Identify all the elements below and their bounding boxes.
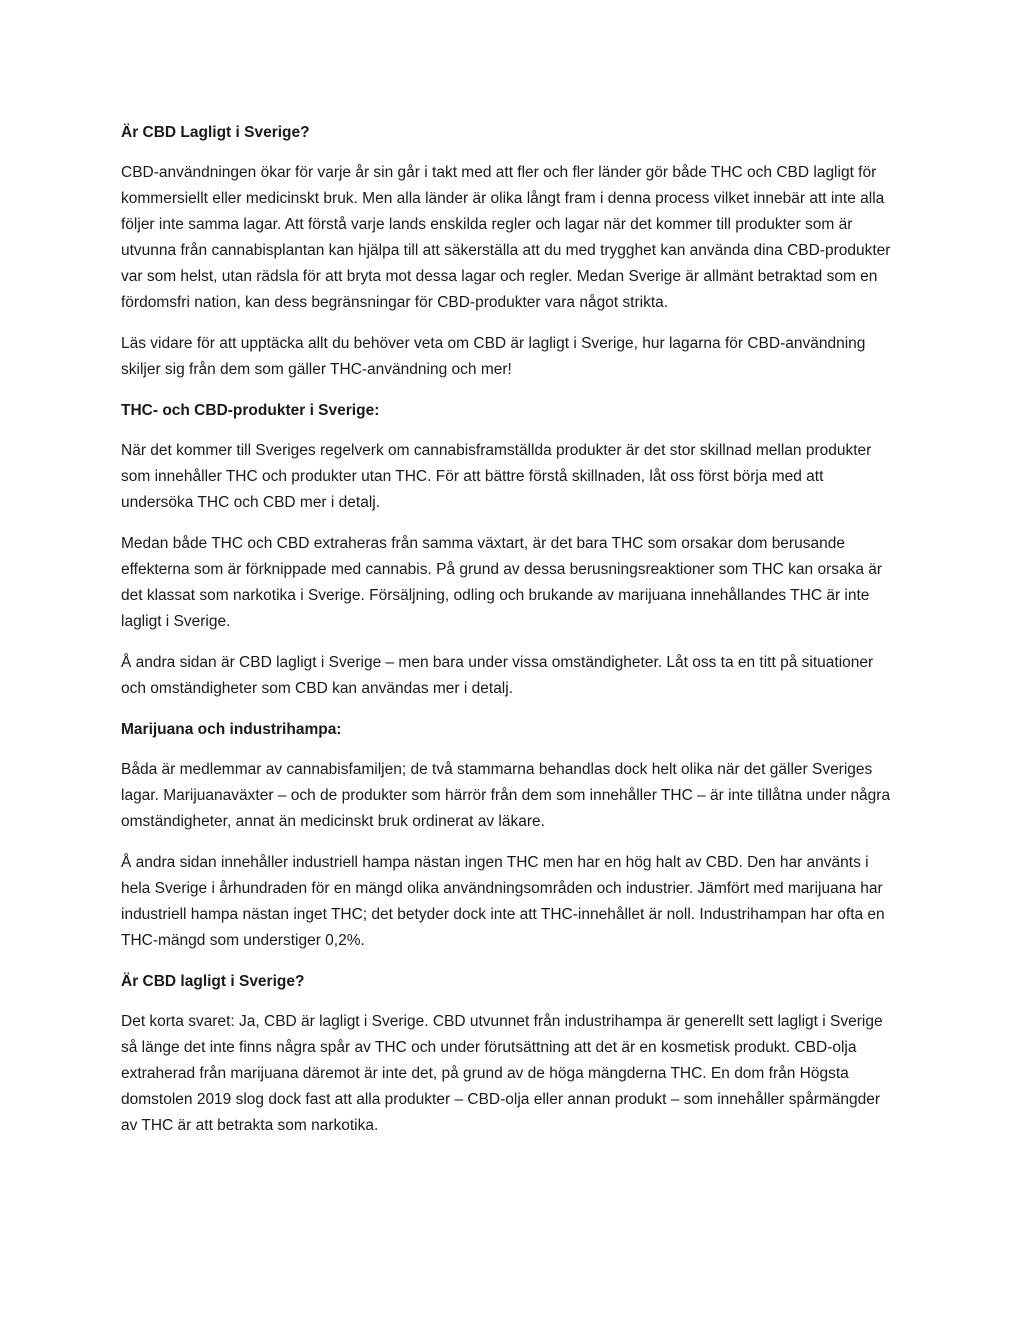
paragraph: Båda är medlemmar av cannabisfamiljen; de två stammarna behandlas dock helt olika när det gäller Sveriges lagar. Marijuanaväxter – och de produkter som härrör från dem som innehåller THC – är inte tillåtna under några omständigheter, annat än medicinskt bruk ordinerat av läkare. [121, 761, 891, 830]
section-heading: Är CBD lagligt i Sverige? [121, 973, 305, 990]
paragraph: Det korta svaret: Ja, CBD är lagligt i Sverige. CBD utvunnet från industrihampa är generellt sett lagligt i Sverige så länge det inte finns några spår av THC och under förutsättning att det är en kosmetisk produkt. CBD-olja extraherad från marijuana däremot är inte det, på grund av de höga mängderna THC. En dom från Högsta domstolen 2019 slog dock fast att alla produkter – CBD-olja eller annan produkt – som innehåller spårmängder av THC är att betrakta som narkotika. [121, 1013, 883, 1134]
paragraph: Medan både THC och CBD extraheras från samma växtart, är det bara THC som orsakar dom berusande effekterna som är förknippade med cannabis. På grund av dessa berusningsreaktioner som THC kan orsaka är det klassat som narkotika i Sverige. Försäljning, odling och brukande av marijuana innehållandes THC är inte lagligt i Sverige. [121, 535, 883, 630]
paragraph: Läs vidare för att upptäcka allt du behöver veta om CBD är lagligt i Sverige, hur lagarna för CBD-användning skiljer sig från dem som gäller THC-användning och mer! [121, 335, 866, 378]
section-heading: THC- och CBD-produkter i Sverige: [121, 402, 380, 419]
paragraph: Å andra sidan innehåller industriell hampa nästan ingen THC men har en hög halt av CBD. Den har använts i hela Sverige i århundraden för en mängd olika användningsområden och industrier. Jämfört med marijuana har industriell hampa nästan inget THC; det betyder dock inte att THC-innehållet är noll. Industrihampan har ofta en THC-mängd som understiger 0,2%. [121, 854, 885, 949]
paragraph: När det kommer till Sveriges regelverk om cannabisframställda produkter är det stor skillnad mellan produkter som innehåller THC och produkter utan THC. För att bättre förstå skillnaden, låt oss först börja med att undersöka THC och CBD mer i detalj. [121, 442, 872, 511]
document-content [121, 120, 897, 1154]
paragraph: Å andra sidan är CBD lagligt i Sverige – men bara under vissa omständigheter. Låt oss ta en titt på situationer och omständigheter som CBD kan användas mer i detalj. [121, 654, 874, 697]
paragraph: CBD-användningen ökar för varje år sin går i takt med att fler och fler länder gör både THC och CBD lagligt för kommersiellt eller medicinskt bruk. Men alla länder är olika långt fram i denna process vilket innebär att inte alla följer inte samma lagar. Att förstå varje lands enskilda regler och lagar när det kommer till produkter som är utvunna från cannabisplantan kan hjälpa till att säkerställa att du med trygghet kan använda dina CBD-produkter var som helst, utan rädsla för att bryta mot dessa lagar och regler. Medan Sverige är allmänt betraktad som en fördomsfri nation, kan dess begränsningar för CBD-produkter vara något strikta. [121, 164, 891, 311]
section-heading: Marijuana och industrihampa: [121, 721, 342, 738]
section-heading: Är CBD Lagligt i Sverige? [121, 124, 310, 141]
